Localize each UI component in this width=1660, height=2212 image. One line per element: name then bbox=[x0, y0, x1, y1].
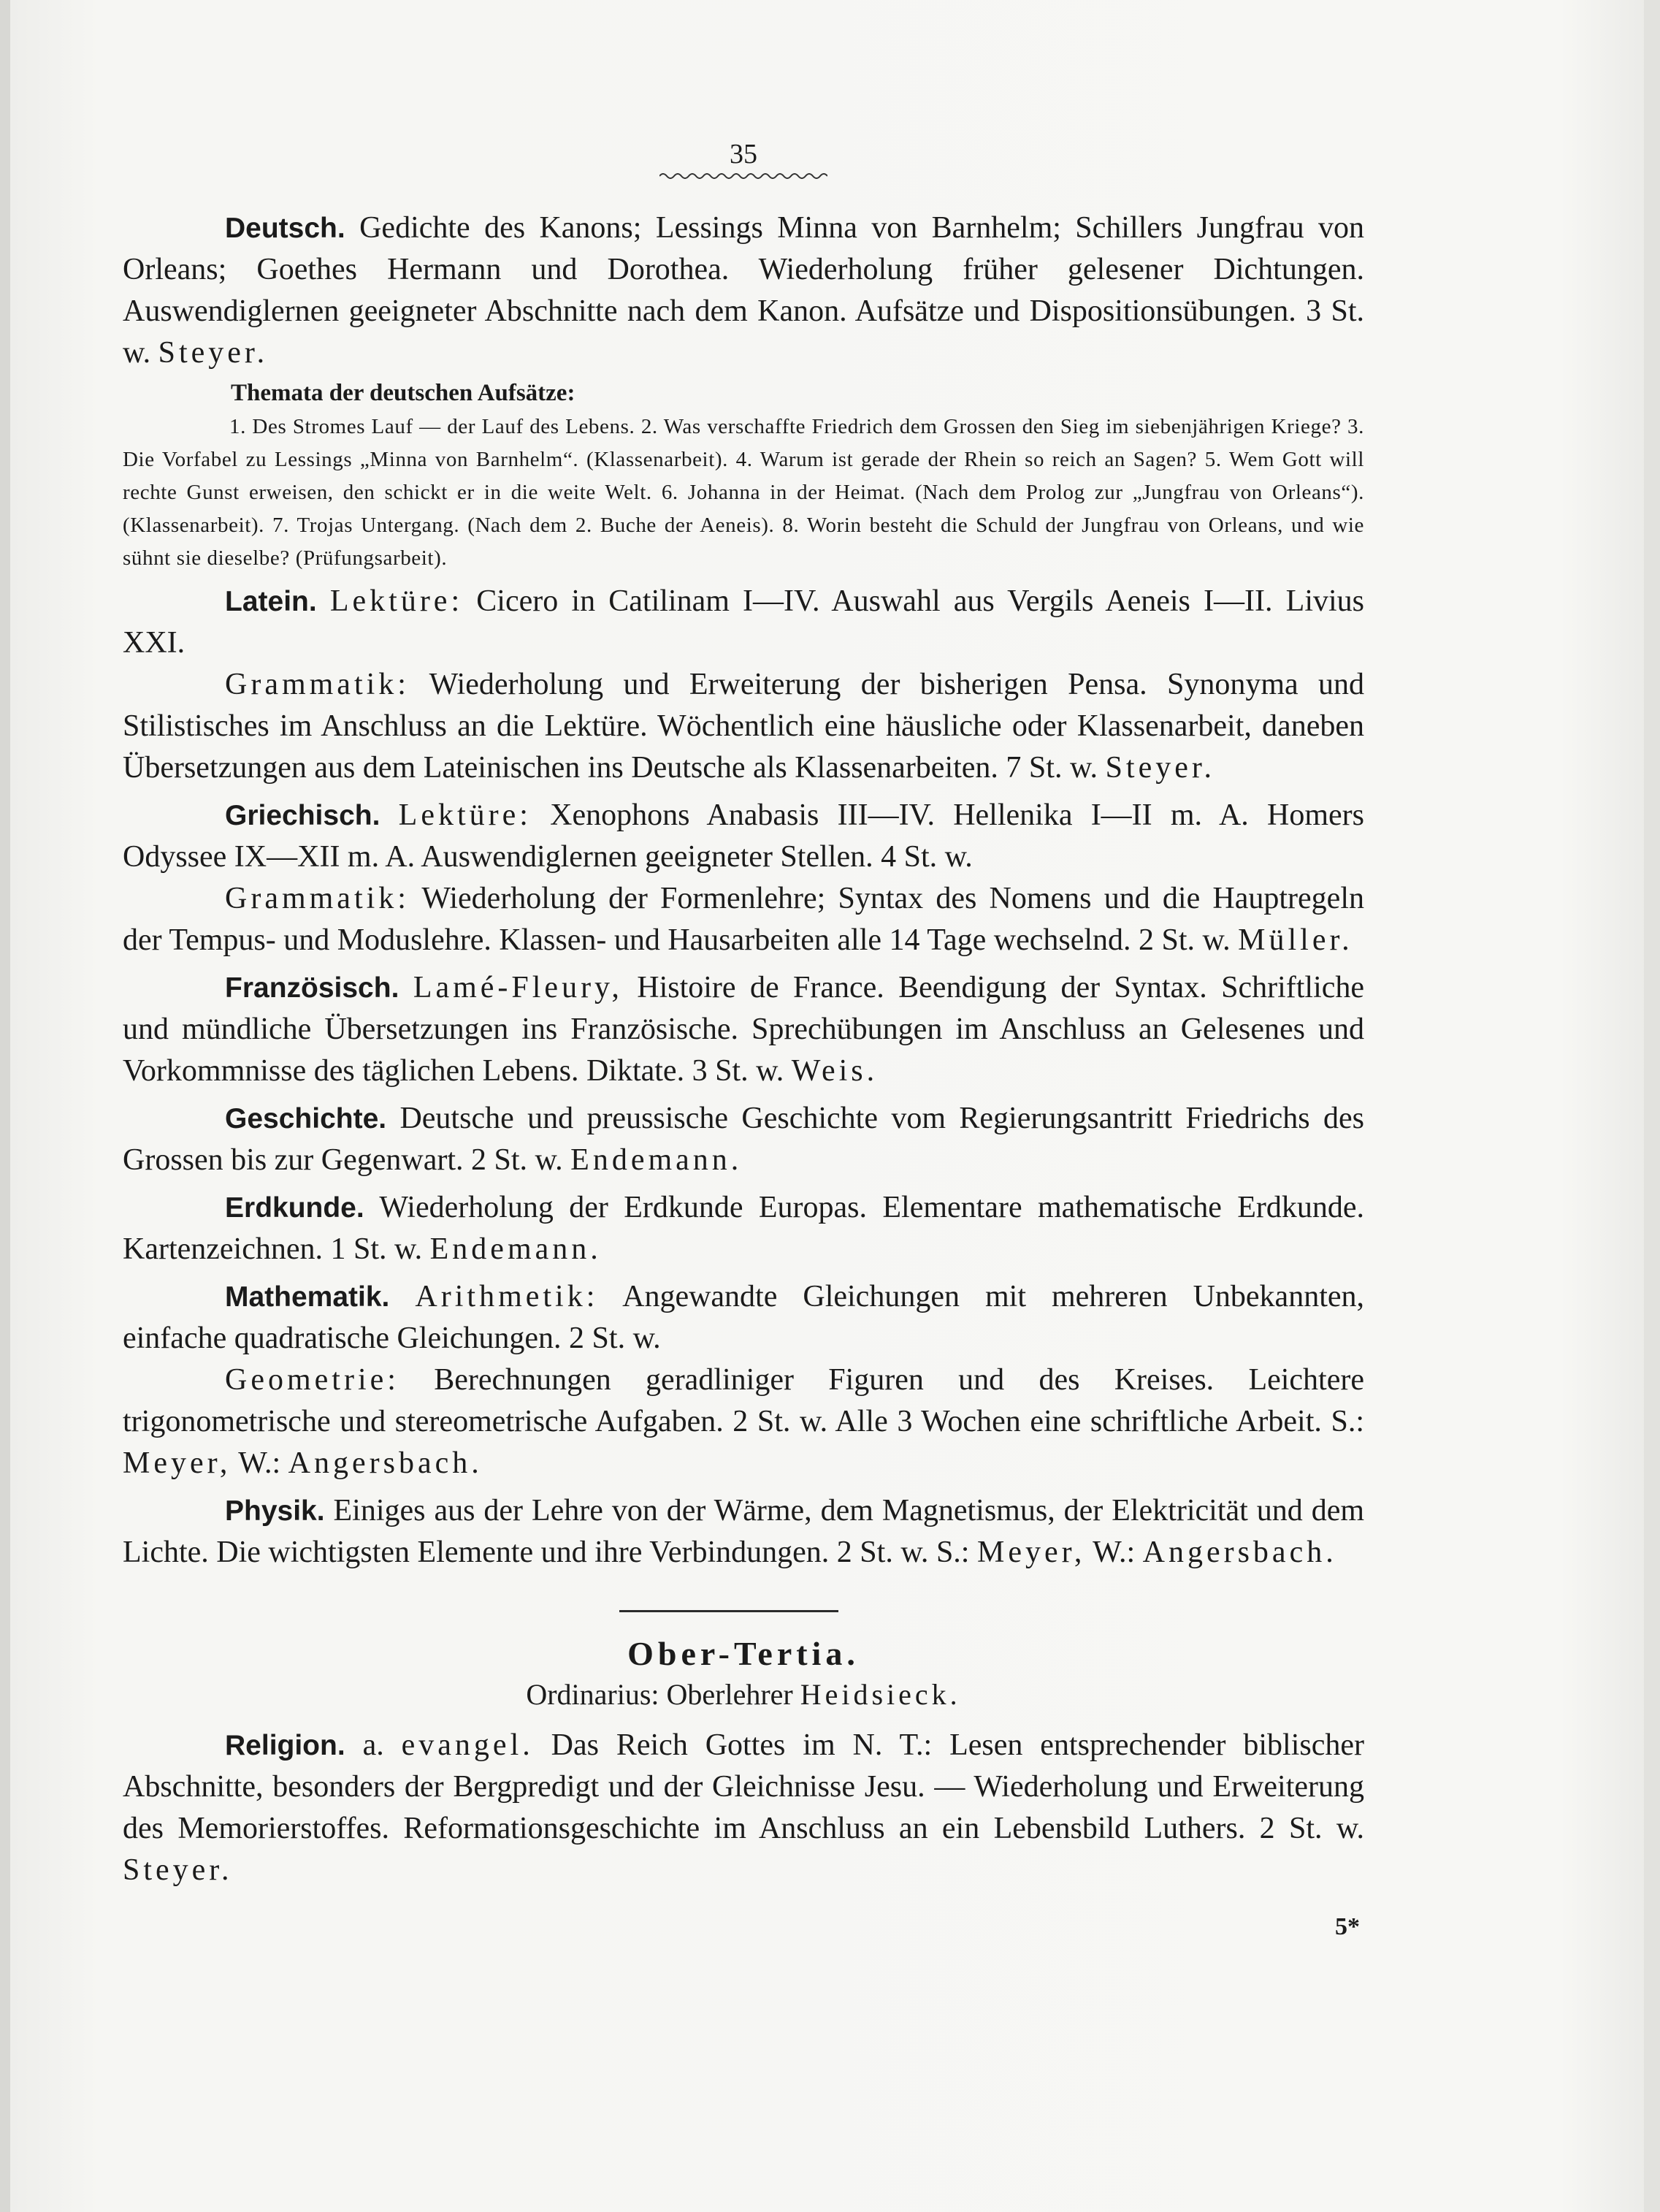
griechisch-grammatik-text: Wiederholung der Formenlehre; Syntax des Nomens und die Hauptregeln der Tempus- und Moduslehre. Klassen- und Hausarbeiten alle 14 Tage wechselnd. 2 St. w. bbox=[123, 882, 1364, 957]
religion-text: Das Reich Gottes im N. T.: Lesen entsprechender biblischer Abschnitte, besonders der Bergpredigt und der Gleichnisse Jesu. — Wiederholung und Erweiterung des Memorierstoffes. Reformationsgeschichte im Anschluss an ein Lebensbild Luthers. 2 St. w. bbox=[123, 1728, 1365, 1845]
latein-grammatik-paragraph bbox=[123, 664, 1364, 789]
franzoesisch-paragraph bbox=[123, 967, 1364, 1092]
subject-geschichte: Geschichte. bbox=[225, 1103, 387, 1134]
griechisch-grammatik-label: Grammatik: bbox=[225, 882, 410, 915]
subject-latein: Latein. bbox=[225, 586, 317, 617]
subject-deutsch: Deutsch. bbox=[225, 213, 345, 244]
mathematik-arithmetik-paragraph bbox=[123, 1276, 1364, 1359]
themata-heading: Themata der deutschen Aufsätze: bbox=[231, 380, 575, 406]
document-body bbox=[123, 139, 1364, 1945]
religion-teacher: Steyer. bbox=[123, 1853, 233, 1887]
mathematik-teacher-s-prefix: S.: bbox=[1331, 1405, 1365, 1438]
geschichte-teacher: Endemann. bbox=[570, 1143, 743, 1177]
printer-signature: 5* bbox=[1335, 1913, 1360, 1940]
subject-erdkunde: Erdkunde. bbox=[225, 1192, 364, 1224]
mathematik-arithmetik-text: Angewandte Gleichungen mit mehreren Unbekannten, einfache quadratische Gleichungen. 2 St. w. bbox=[123, 1280, 1364, 1355]
erdkunde-paragraph bbox=[123, 1187, 1364, 1270]
latein-lektuere-text: Cicero in Catilinam I—IV. Auswahl aus Vergils Aeneis I—II. Livius XXI. bbox=[123, 584, 1365, 660]
page-right-edge bbox=[1644, 0, 1660, 2212]
griechisch-lektuere-text: Xenophons Anabasis III—IV. Hellenika I—II m. A. Homers Odyssee IX—XII m. A. Auswendiglernen geeigneter Stellen. 4 St. w. bbox=[123, 798, 1365, 874]
religion-paragraph bbox=[123, 1725, 1364, 1891]
section-divider bbox=[619, 1610, 838, 1612]
ordinarius-line bbox=[123, 1675, 1364, 1715]
subject-griechisch: Griechisch. bbox=[225, 800, 380, 831]
themata-list: 1. Des Stromes Lauf — der Lauf des Lebens. 2. Was verschaffte Friedrich dem Grossen den Sieg im siebenjährigen Kriege? 3. Die Vorfabel zu Lessings „Minna von Barnhelm“. (Klassenarbeit). 4. Warum ist gerade der Rhein so reich an Sagen? 5. Wem Gott will rechte Gunst erweisen, den schickt er in die weite Welt. 6. Johanna in der Heimat. (Nach dem Prolog zur „Jungfrau von Orleans“). (Klassenarbeit). 7. Trojas Untergang. (Nach dem 2. Buche der Aeneis). 8. Worin besteht die Schuld der Jungfrau von Orleans, und wie sühnt sie dieselbe? (Prüfungsarbeit). bbox=[123, 415, 1364, 570]
subject-mathematik: Mathematik. bbox=[225, 1281, 390, 1313]
mathematik-arithmetik-label: Arithmetik: bbox=[415, 1280, 599, 1313]
mathematik-geometrie-paragraph bbox=[123, 1359, 1364, 1484]
physik-teacher-w-prefix: W.: bbox=[1093, 1536, 1136, 1569]
deutsch-text: Gedichte des Kanons; Lessings Minna von Barnhelm; Schillers Jungfrau von Orleans; Goethes Hermann und Dorothea. Wiederholung früher gelesener Dichtungen. Auswendiglernen geeigneter Abschnitte nach dem Kanon. Aufsätze und Dispositionsübungen. 3 St. w. bbox=[123, 211, 1365, 370]
mathematik-teacher-w: Angersbach. bbox=[288, 1446, 483, 1480]
franzoesisch-author: Lamé-Fleury, bbox=[413, 971, 623, 1004]
latein-teacher: Steyer. bbox=[1105, 751, 1216, 785]
subject-franzoesisch: Französisch. bbox=[225, 972, 399, 1004]
page-left-edge bbox=[0, 0, 10, 2212]
subject-physik: Physik. bbox=[225, 1495, 325, 1527]
latein-lektuere-label: Lektüre: bbox=[329, 584, 464, 618]
mathematik-teacher-w-prefix: W.: bbox=[238, 1446, 281, 1480]
ordinarius-label: Ordinarius: Oberlehrer bbox=[526, 1678, 793, 1711]
page-number: 35 bbox=[730, 139, 757, 169]
geschichte-text: Deutsche und preussische Geschichte vom Regierungsantritt Friedrichs des Grossen bis zur Gegenwart. 2 St. w. bbox=[123, 1102, 1364, 1177]
mathematik-geometrie-text: Berechnungen geradliniger Figuren und des Kreises. Leichtere trigonometrische und stereometrische Aufgaben. 2 St. w. Alle 3 Wochen eine schriftliche Arbeit. bbox=[123, 1363, 1364, 1438]
geschichte-paragraph bbox=[123, 1098, 1364, 1181]
griechisch-lektuere-label: Lektüre: bbox=[398, 798, 532, 832]
franzoesisch-teacher: Weis. bbox=[791, 1054, 879, 1088]
physik-teacher-s: Meyer, bbox=[976, 1536, 1086, 1569]
latein-grammatik-text: Wiederholung und Erweiterung der bisherigen Pensa. Synonyma und Stilistisches im Anschluss an die Lektüre. Wöchentlich eine häusliche oder Klassenarbeit, daneben Übersetzungen aus dem Lateinischen ins Deutsche als Klassenarbeiten. 7 St. w. bbox=[123, 668, 1364, 785]
mathematik-teacher-s: Meyer, bbox=[123, 1446, 232, 1480]
griechisch-grammatik-paragraph bbox=[123, 878, 1364, 961]
mathematik-geometrie-label: Geometrie: bbox=[225, 1363, 399, 1397]
griechisch-lektuere-paragraph bbox=[123, 795, 1364, 878]
physik-teacher-w: Angersbach. bbox=[1142, 1536, 1337, 1569]
physik-teacher-s-prefix: S.: bbox=[936, 1536, 970, 1569]
section-title-ober-tertia: Ober-Tertia. bbox=[627, 1635, 860, 1672]
physik-text: Einiges aus der Lehre von der Wärme, dem Magnetismus, der Elektricität und dem Lichte. Die wichtigsten Elemente und ihre Verbindungen. 2 St. w. bbox=[123, 1494, 1365, 1569]
deutsch-teacher: Steyer. bbox=[158, 336, 269, 370]
ordinarius-name: Heidsieck. bbox=[800, 1678, 961, 1711]
latein-grammatik-label: Grammatik: bbox=[225, 668, 410, 701]
erdkunde-teacher: Endemann. bbox=[429, 1232, 602, 1266]
religion-denomination: evangel. bbox=[401, 1728, 534, 1762]
ornament-wave-rule bbox=[659, 171, 827, 181]
griechisch-teacher: Müller. bbox=[1238, 923, 1353, 957]
religion-prefix: a. bbox=[362, 1728, 384, 1762]
latein-lektuere-paragraph bbox=[123, 581, 1364, 664]
subject-religion: Religion. bbox=[225, 1730, 345, 1761]
physik-paragraph bbox=[123, 1490, 1364, 1574]
erdkunde-text: Wiederholung der Erdkunde Europas. Elementare mathematische Erdkunde. Kartenzeichnen. 1 St. w. bbox=[123, 1191, 1364, 1266]
franzoesisch-text: Histoire de France. Beendigung der Syntax. Schriftliche und mündliche Übersetzungen ins Französische. Sprechübungen im Anschluss an Gelesenes und Vorkommnisse des täglichen Lebens. Diktate. 3 St. w. bbox=[123, 971, 1365, 1088]
deutsch-paragraph bbox=[123, 207, 1364, 374]
